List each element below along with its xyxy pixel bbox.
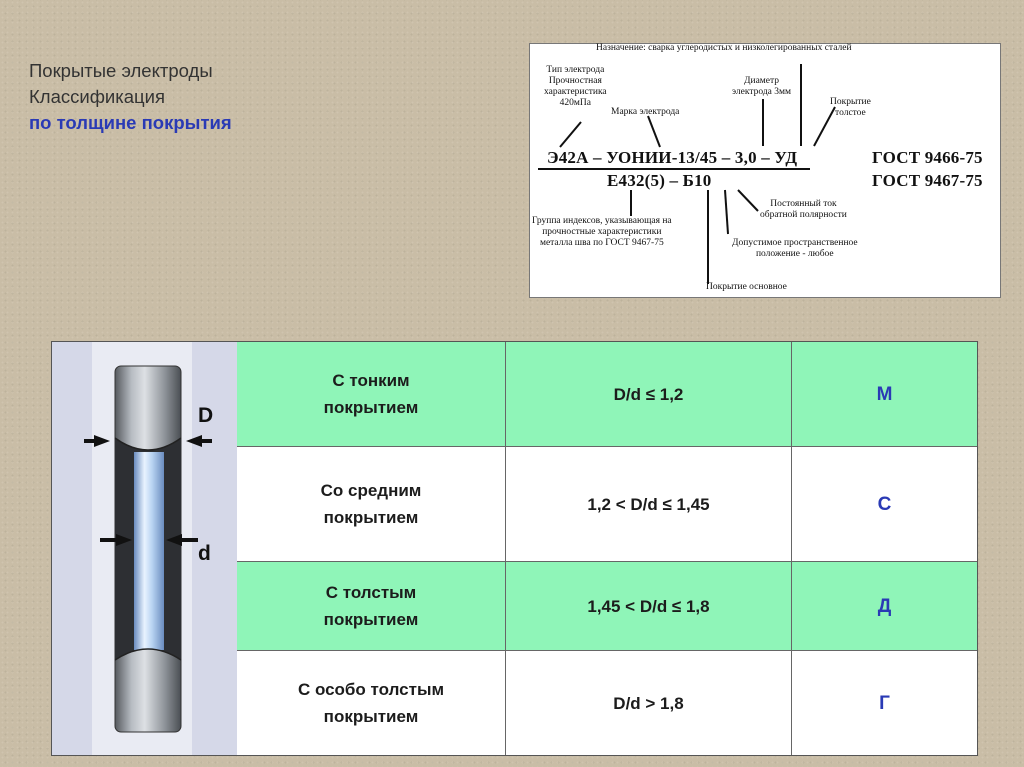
diameter-note: Диаметр электрода 3мм <box>732 76 792 97</box>
title-line-3: по толщине покрытия <box>29 112 232 133</box>
code-cell: М <box>792 342 977 447</box>
coating-name-cell: Со средним покрытием <box>237 447 506 562</box>
code-cell: С <box>792 447 977 562</box>
code-cell: Г <box>879 692 890 714</box>
coating-name-cell: С особо толстым покрытием <box>237 651 506 755</box>
coating-thickness-note: Покрытие толстое <box>830 97 871 118</box>
classification-rows <box>237 342 977 755</box>
coating-classification-table <box>51 341 978 756</box>
table-row <box>237 562 977 651</box>
position-note: Допустимое пространственное положение - любое <box>732 238 858 259</box>
index-group-note: Группа индексов, указывающая на прочностные характеристики металла шва по ГОСТ 9467-75 <box>532 216 672 248</box>
type-strength-note: Тип электрода Прочностная характеристика 420мПа <box>544 65 607 108</box>
gost-9467: ГОСТ 9467-75 <box>872 171 983 190</box>
title-line-1: Покрытые электроды <box>29 60 213 81</box>
ratio-cell: 1,2 < D/d ≤ 1,45 <box>506 447 792 562</box>
electrode-designation-diagram <box>529 43 1001 298</box>
coating-name-cell: С толстым покрытием <box>237 562 506 651</box>
ratio-cell: D/d ≤ 1,2 <box>506 342 792 447</box>
code-cell: Д <box>792 562 977 651</box>
core-diameter-label: d <box>198 542 211 565</box>
coating-name-cell: С тонким покрытием <box>237 342 506 447</box>
designation-line-2: Е432(5) – Б10 <box>607 171 712 190</box>
table-row <box>237 447 977 562</box>
slide-title <box>29 58 232 136</box>
outer-diameter-label: D <box>198 404 214 427</box>
basic-coating-note: Покрытие основное <box>706 282 787 292</box>
brand-note: Марка электрода <box>611 107 680 117</box>
table-row <box>237 342 977 447</box>
electrode-cross-section-illustration <box>52 342 238 755</box>
purpose-note: Назначение: сварка углеродистых и низколегированных сталей <box>596 43 852 53</box>
designation-line-1: Э42А – УОНИИ-13/45 – 3,0 – УД <box>547 148 798 167</box>
gost-9466: ГОСТ 9466-75 <box>872 148 983 167</box>
ratio-cell: 1,45 < D/d ≤ 1,8 <box>506 562 792 651</box>
current-note: Постоянный ток обратной полярности <box>760 199 847 220</box>
ratio-cell: D/d > 1,8 <box>506 651 792 755</box>
title-line-2: Классификация <box>29 86 165 107</box>
table-row <box>237 651 977 755</box>
